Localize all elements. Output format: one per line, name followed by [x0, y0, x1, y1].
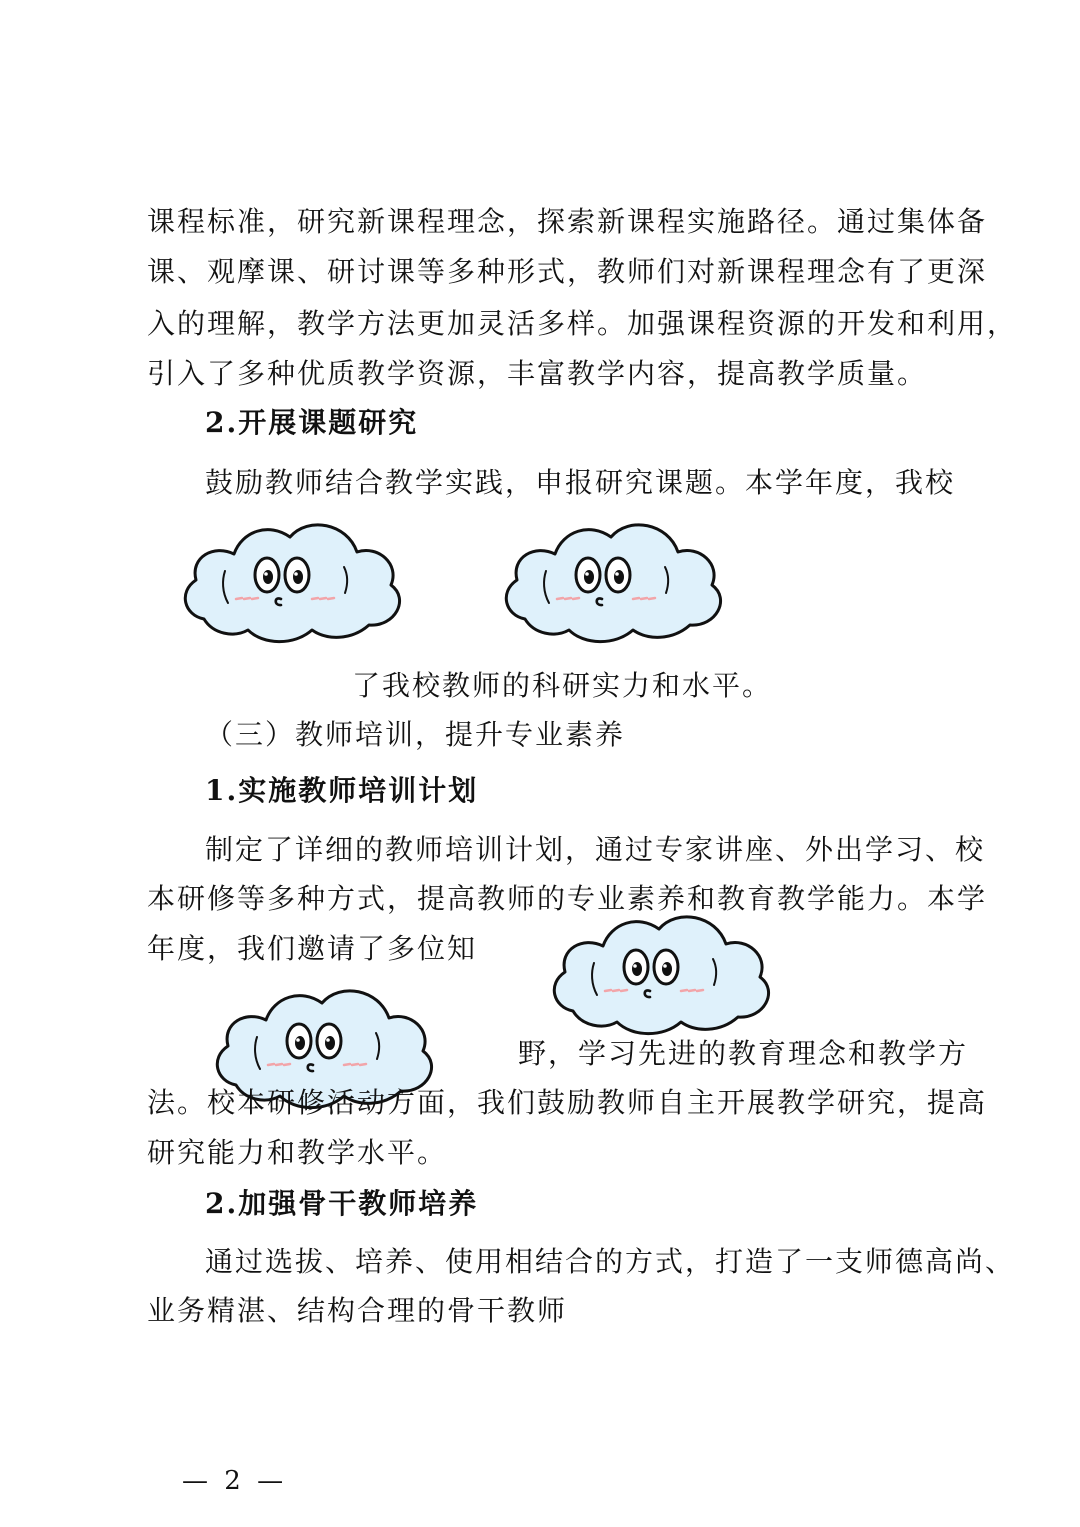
- paragraph-line-14: 业务精湛、结构合理的骨干教师: [147, 1294, 568, 1327]
- page-number: — 2 —: [182, 1466, 288, 1496]
- paragraph-line-1: 课程标准，研究新课程理念，探索新课程实施路径。通过集体备: [147, 205, 988, 238]
- subheading-training-plan: 1.实施教师培训计划: [205, 774, 479, 807]
- section-heading-research-topics: 2.开展课题研究: [205, 406, 419, 439]
- paragraph-line-11: 法。校本研修活动方面，我们鼓励教师自主开展教学研究，提高: [147, 1086, 988, 1119]
- paragraph-line-10: 野，学习先进的教育理念和教学方: [518, 1037, 969, 1070]
- paragraph-line-7: 制定了详细的教师培训计划，通过专家讲座、外出学习、校: [205, 833, 986, 866]
- section-heading-teacher-training: （三）教师培训，提升专业素养: [205, 718, 626, 751]
- subheading-backbone-teachers: 2.加强骨干教师培养: [205, 1187, 479, 1220]
- paragraph-line-13: 通过选拔、培养、使用相结合的方式，打造了一支师德高尚、: [205, 1245, 1016, 1278]
- paragraph-line-4: 引入了多种优质教学资源，丰富教学内容，提高教学质量。: [147, 357, 928, 390]
- paragraph-line-2: 课、观摩课、研讨课等多种形式，教师们对新课程理念有了更深: [147, 255, 988, 288]
- cloud-face-icon: [497, 517, 723, 649]
- paragraph-line-9: 年度，我们邀请了多位知: [147, 932, 478, 965]
- cloud-face-icon: [545, 909, 771, 1041]
- cloud-face-icon: [176, 517, 402, 649]
- paragraph-line-6: 了我校教师的科研实力和水平。: [352, 669, 773, 702]
- paragraph-line-3: 入的理解，教学方法更加灵活多样。加强课程资源的开发和利用，: [147, 307, 1018, 340]
- paragraph-line-8: 本研修等多种方式，提高教师的专业素养和教育教学能力。本学: [147, 882, 988, 915]
- paragraph-line-5: 鼓励教师结合教学实践，申报研究课题。本学年度，我校: [205, 466, 956, 499]
- paragraph-line-12: 研究能力和教学水平。: [147, 1136, 448, 1169]
